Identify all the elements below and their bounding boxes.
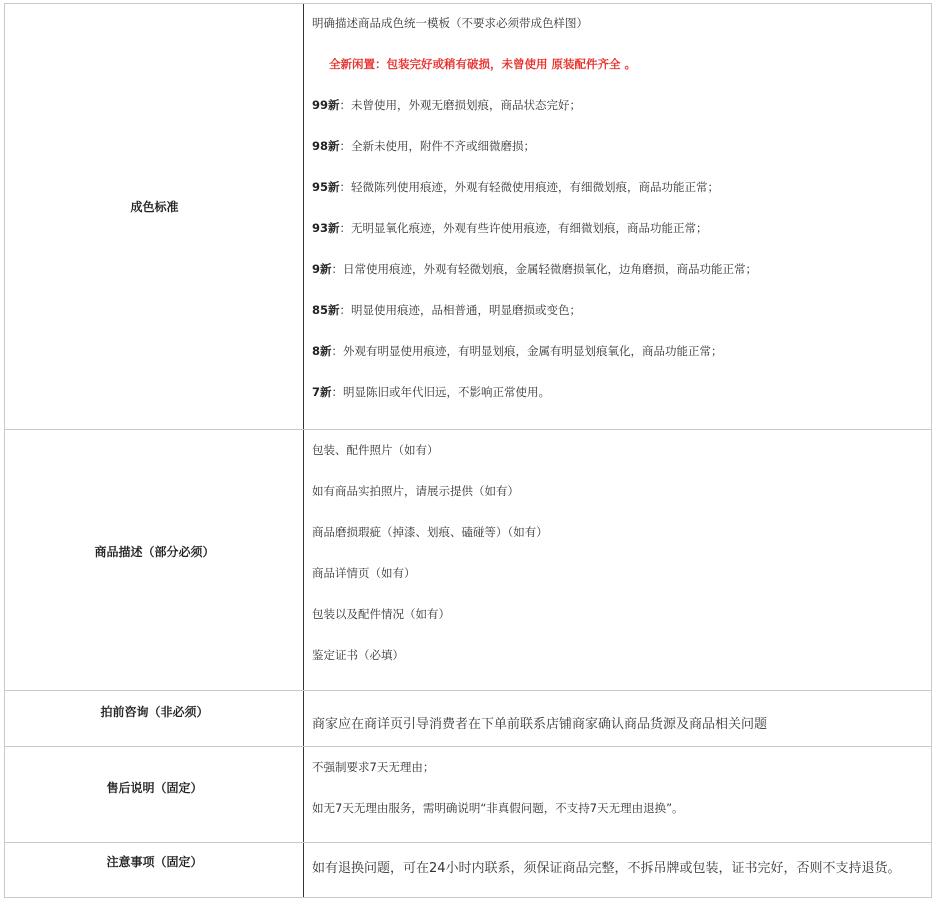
brand-new-notice: 全新闲置：包装完好或稍有破损，未曾使用 原装配件齐全 。 [329,57,637,71]
grade-line [312,302,581,318]
grade-desc: ：轻微陈列使用痕迹，外观有轻微使用痕迹，有细微划痕，商品功能正常； [339,180,720,194]
row-label: 售后说明（固定） [106,781,203,795]
content-cell [305,430,931,690]
label-cell [5,747,304,842]
content-cell [305,747,931,842]
notes-text: 如有退换问题，可在24小时内联系，须保证商品完整，不拆吊牌或包装，证书完好，否则不支持退货。 [312,861,901,876]
grade-name: 99新 [312,98,340,112]
grade-desc: ：明显使用痕迹，品相普通，明显磨损或变色； [339,303,582,317]
description-item: 鉴定证书（必填） [312,648,404,662]
label-cell [5,4,304,429]
row-after-sales [5,747,931,843]
grade-line [312,261,757,277]
grade-name: 8新 [312,344,332,358]
label-cell [5,843,304,897]
label-cell [5,430,304,690]
grade-name: 7新 [312,385,332,399]
content-cell [305,843,931,897]
grade-desc: ：无明显氧化痕迹，外观有些许使用痕迹，有细微划痕，商品功能正常； [339,221,708,235]
row-pre-purchase-consult [5,691,931,747]
grade-name: 93新 [312,221,340,235]
template-intro: 明确描述商品成色统一模板（不要求必须带成色样图） [312,16,588,30]
description-item: 商品详情页（如有） [312,566,416,580]
row-condition-standard [5,4,931,430]
description-item: 包装以及配件情况（如有） [312,607,450,621]
grade-desc: ：外观有明显使用痕迹，有明显划痕，金属有明显划痕氧化，商品功能正常； [331,344,723,358]
grade-desc: ：日常使用痕迹，外观有轻微划痕，金属轻微磨损氧化，边角磨损，商品功能正常； [331,262,758,276]
consult-text: 商家应在商详页引导消费者在下单前联系店铺商家确认商品货源及商品相关问题 [312,717,768,732]
grade-line [312,384,550,400]
content-cell [305,691,931,746]
grade-name: 95新 [312,180,340,194]
info-table [4,3,932,898]
row-product-description [5,430,931,691]
label-cell [5,691,304,746]
grade-name: 9新 [312,262,332,276]
grade-line [312,343,723,359]
grade-desc: ：未曾使用，外观无磨损划痕，商品状态完好； [339,98,582,112]
grade-line [312,179,719,195]
grade-line [312,138,535,154]
row-label: 注意事项（固定） [106,855,203,869]
description-item: 如有商品实拍照片，请展示提供（如有） [312,484,519,498]
row-notes [5,843,931,897]
description-item: 包装、配件照片（如有） [312,443,439,457]
row-label: 成色标准 [130,200,179,214]
grade-desc: ：明显陈旧或年代旧远，不影响正常使用。 [331,385,551,399]
grade-name: 85新 [312,303,340,317]
grade-line [312,97,581,113]
after-sales-item: 如无7天无理由服务，需明确说明“非真假问题，不支持7天无理由退换”。 [312,801,684,815]
after-sales-item: 不强制要求7天无理由； [312,760,435,774]
grade-name: 98新 [312,139,340,153]
grade-desc: ：全新未使用，附件不齐或细微磨损； [339,139,536,153]
description-item: 商品磨损瑕疵（掉漆、划痕、磕碰等）（如有） [312,525,548,539]
row-label: 拍前咨询（非必须） [100,705,209,719]
grade-line [312,220,708,236]
row-label: 商品描述（部分必须） [94,545,215,559]
content-cell [305,4,931,429]
